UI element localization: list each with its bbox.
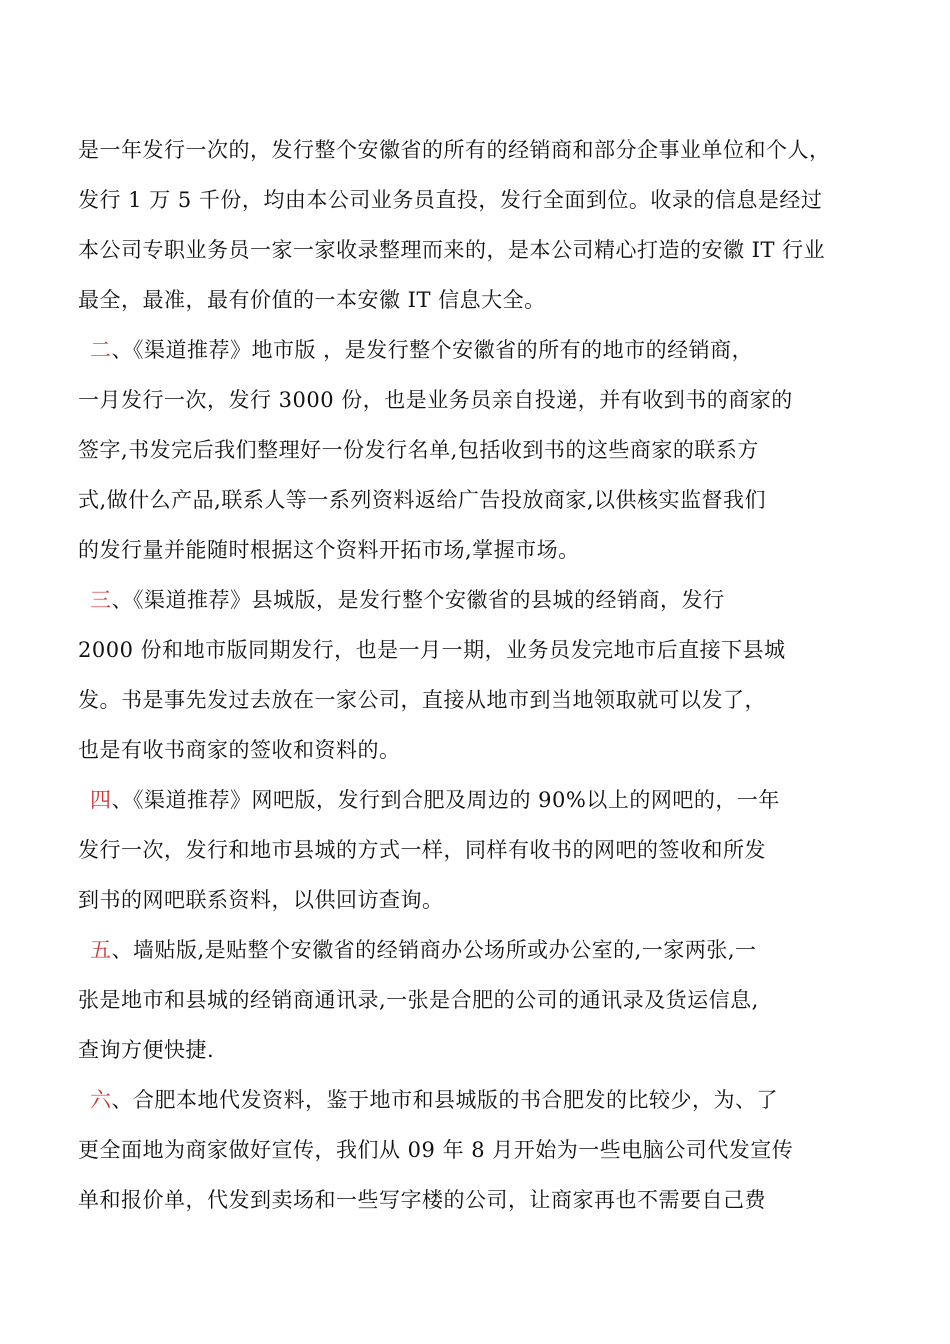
paragraph-line: 单和报价单，代发到卖场和一些写字楼的公司，让商家再也不需要自己费 <box>78 1188 766 1212</box>
paragraph-line: 签字,书发完后我们整理好一份发行名单,包括收到书的这些商家的联系方 <box>78 438 759 462</box>
paragraph-line: 也是有收书商家的签收和资料的。 <box>78 738 401 762</box>
paragraph-line: 张是地市和县城的经销商通讯录,一张是合肥的公司的通讯录及货运信息, <box>78 988 759 1012</box>
line-text: 、《渠道推荐》地市版 ，是发行整个安徽省的所有的地市的经销商， <box>111 338 754 362</box>
paragraph-line: 一月发行一次，发行 3000 份，也是业务员亲自投递，并有收到书的商家的 <box>78 388 793 412</box>
section-number: 四 <box>90 788 112 812</box>
paragraph-first-line <box>90 586 725 614</box>
line-text: 、墙贴版,是贴整个安徽省的经销商办公场所或办公室的,一家两张,一 <box>111 938 757 962</box>
paragraph-first-line <box>90 936 757 964</box>
paragraph-line: 的发行量并能随时根据这个资料开拓市场,掌握市场。 <box>78 538 580 562</box>
paragraph-line: 更全面地为商家做好宣传，我们从 09 年 8 月开始为一些电脑公司代发宣传 <box>78 1138 794 1162</box>
paragraph-line: 发行 1 万 5 千份，均由本公司业务员直投，发行全面到位。收录的信息是经过 <box>78 188 823 212</box>
section-number: 六 <box>90 1088 112 1112</box>
section-number: 三 <box>90 588 112 612</box>
paragraph-line: 式,做什么产品,联系人等一系列资料返给广告投放商家,以供核实监督我们 <box>78 488 767 512</box>
line-text: 、《渠道推荐》网吧版，发行到合肥及周边的 90%以上的网吧的，一年 <box>111 788 780 812</box>
paragraph-line: 2000 份和地市版同期发行，也是一月一期，业务员发完地市后直接下县城 <box>78 638 786 662</box>
paragraph-line: 查询方便快捷. <box>78 1038 215 1062</box>
paragraph-line: 是一年发行一次的，发行整个安徽省的所有的经销商和部分企事业单位和个人， <box>78 138 831 162</box>
paragraph-line: 发。书是事先发过去放在一家公司，直接从地市到当地领取就可以发了， <box>78 688 766 712</box>
paragraph-first-line <box>90 1086 778 1114</box>
paragraph-line: 发行一次，发行和地市县城的方式一样，同样有收书的网吧的签收和所发 <box>78 838 766 862</box>
line-text: 、《渠道推荐》县城版，是发行整个安徽省的县城的经销商，发行 <box>111 588 725 612</box>
paragraph-first-line <box>90 336 753 364</box>
line-text: 、合肥本地代发资料，鉴于地市和县城版的书合肥发的比较少，为、了 <box>111 1088 778 1112</box>
paragraph-line: 本公司专职业务员一家一家收录整理而来的，是本公司精心打造的安徽 IT 行业 <box>78 238 826 262</box>
paragraph-first-line <box>90 786 780 814</box>
section-number: 五 <box>90 938 112 962</box>
paragraph-line: 最全，最准，最有价值的一本安徽 IT 信息大全。 <box>78 288 546 312</box>
section-number: 二 <box>90 338 112 362</box>
paragraph-line: 到书的网吧联系资料，以供回访查询。 <box>78 888 444 912</box>
